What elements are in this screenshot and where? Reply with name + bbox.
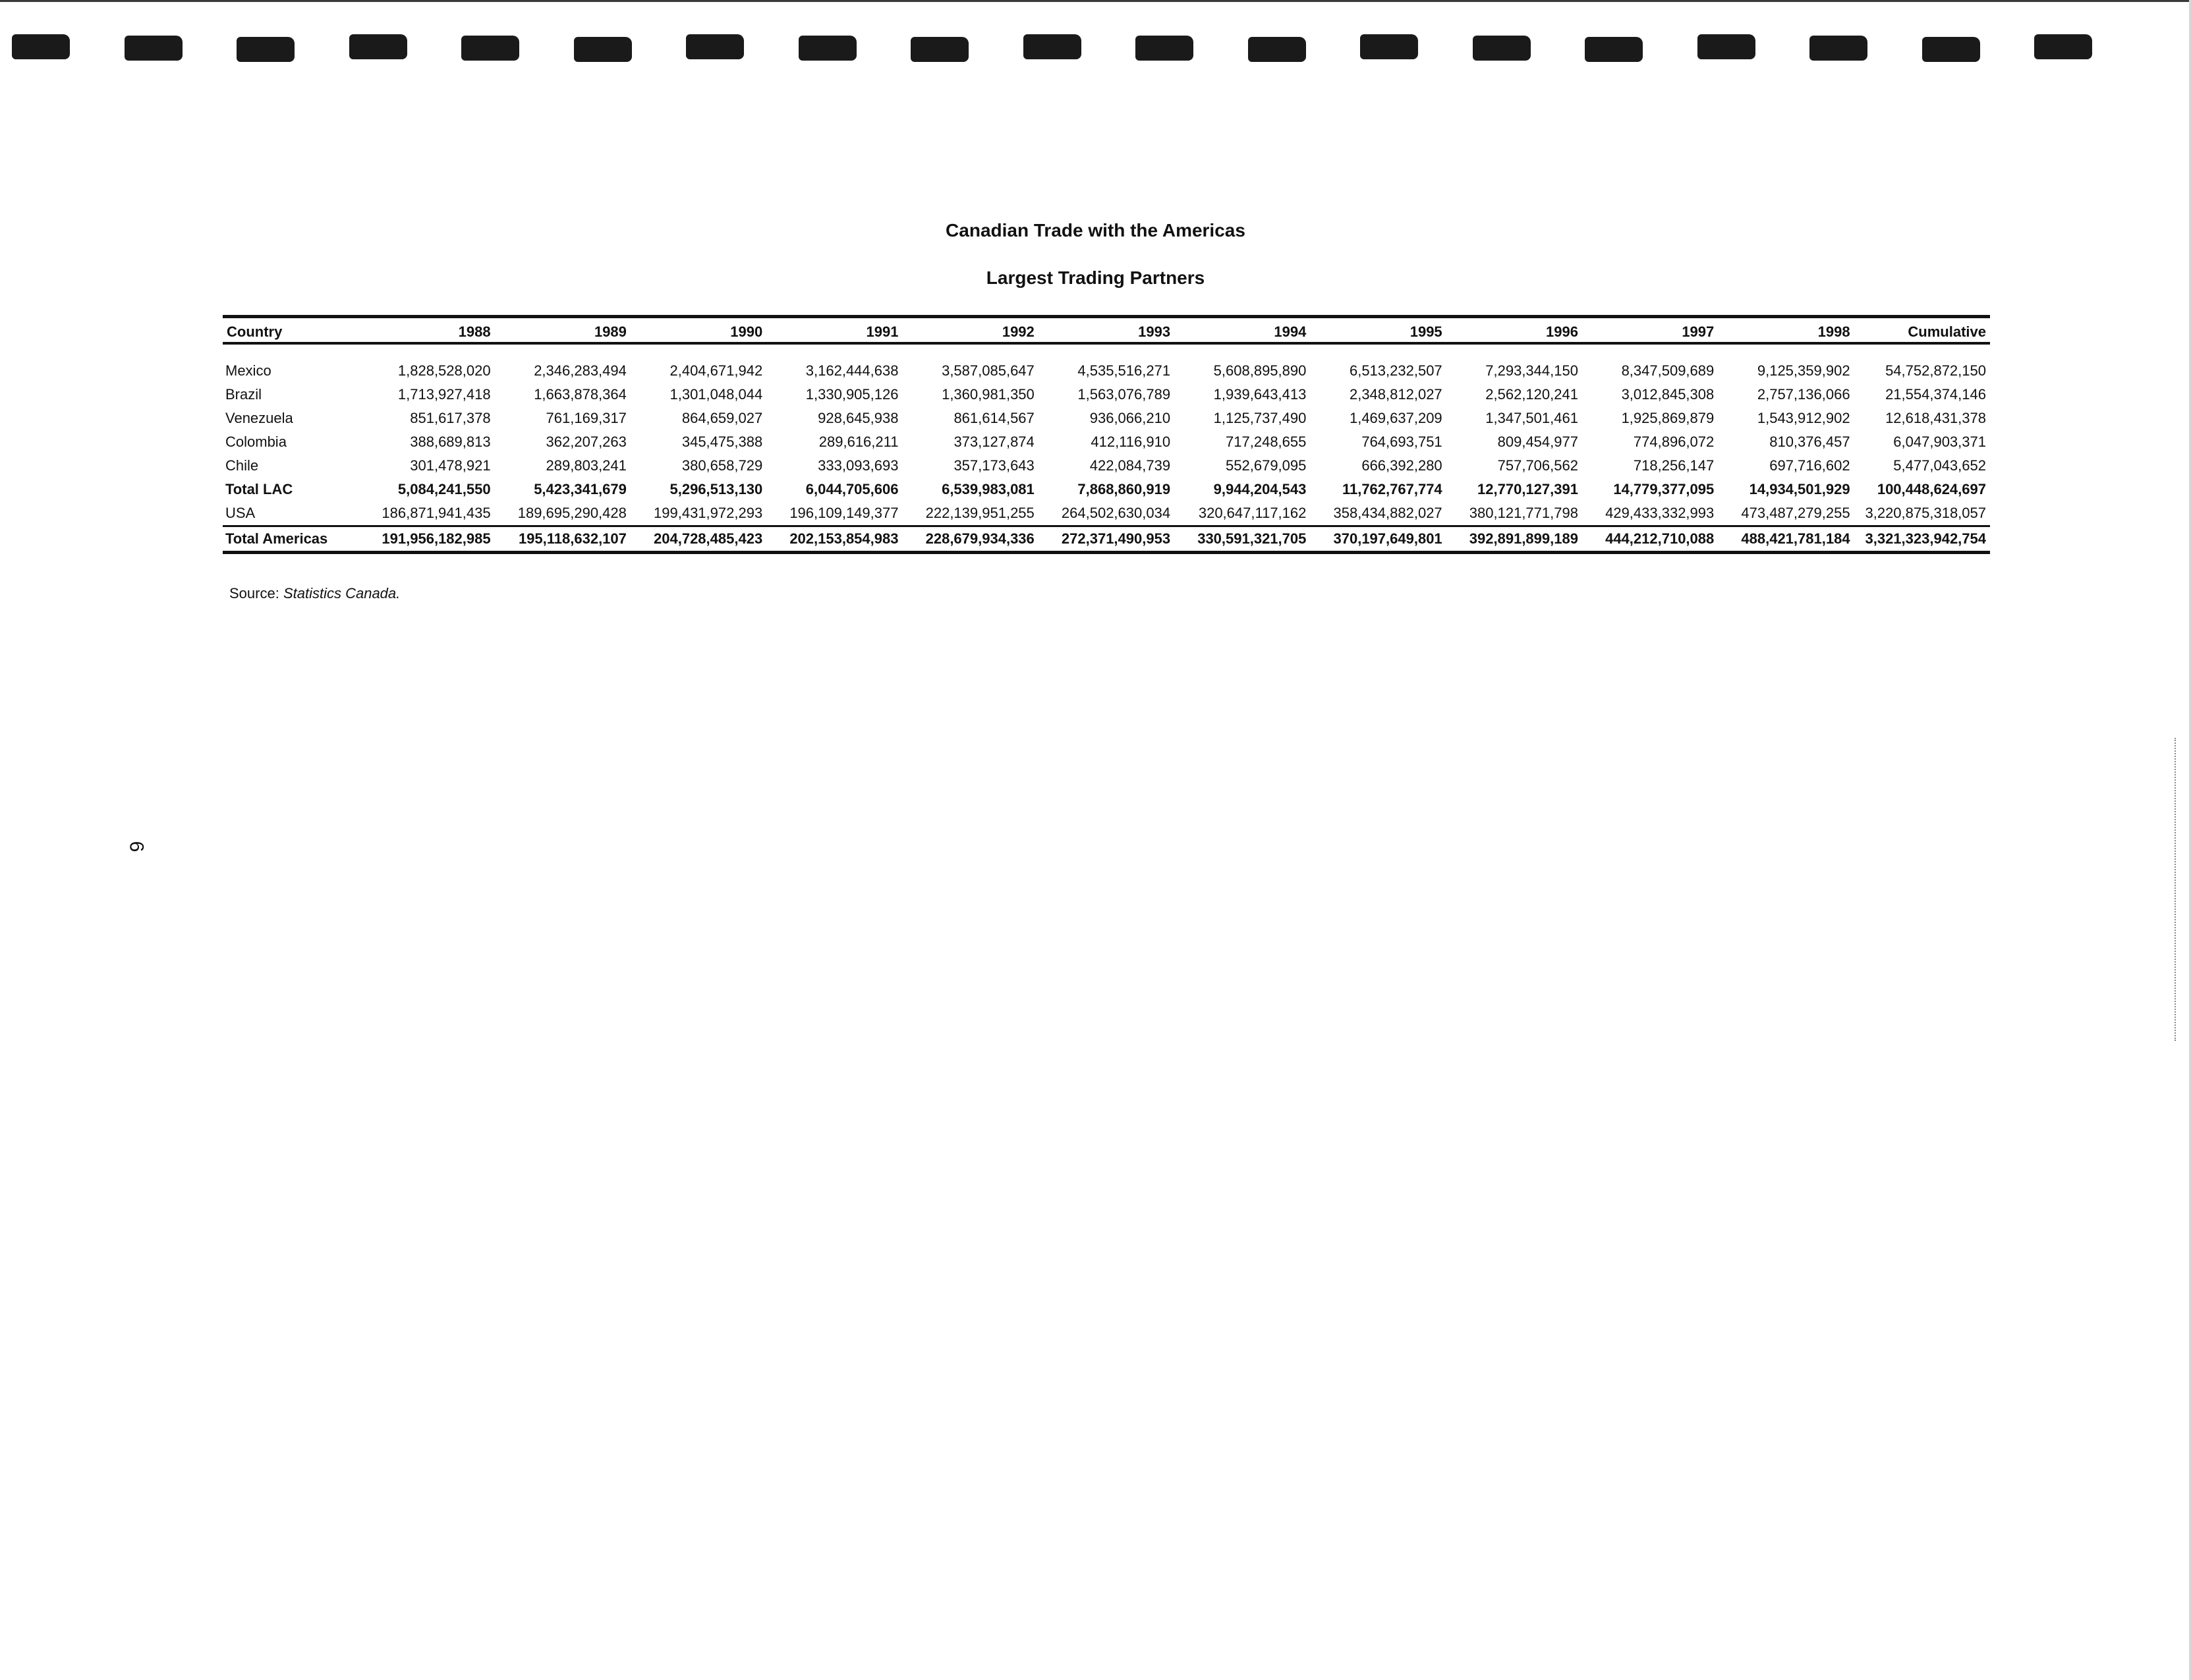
table-cell: 761,169,317 — [546, 410, 627, 426]
table-cell: 5,084,241,550 — [397, 481, 491, 497]
table-cell: 388,689,813 — [410, 434, 491, 450]
table-cell: 718,256,147 — [1633, 457, 1715, 474]
perforation-hole — [461, 36, 519, 61]
table-cell: 2,757,136,066 — [1757, 386, 1850, 403]
table-cell: 6,044,705,606 — [805, 481, 899, 497]
table-cell: 1,125,737,490 — [1213, 410, 1307, 426]
perforation-hole — [799, 36, 857, 61]
table-cell: 12,618,431,378 — [1885, 410, 1986, 426]
table-cell: 195,118,632,107 — [495, 526, 631, 553]
table-cell: 810,376,457 — [1769, 434, 1850, 450]
table-cell: 6,539,983,081 — [942, 481, 1035, 497]
table-cell: 8,347,509,689 — [1621, 362, 1715, 379]
source-note — [229, 585, 400, 602]
table-cell: 222,139,951,255 — [925, 505, 1035, 521]
table-cell: 289,803,241 — [546, 457, 627, 474]
table-cell: 1,828,528,020 — [397, 362, 491, 379]
table-cell: 1,663,878,364 — [534, 386, 627, 403]
table-cell: 3,220,875,318,057 — [1865, 505, 1986, 521]
row-country-label: Total LAC — [225, 481, 293, 497]
table-cell: 204,728,485,423 — [631, 526, 766, 553]
perforation-hole — [1809, 36, 1867, 61]
document-subtitle: Largest Trading Partners — [986, 267, 1205, 288]
table-cell: 373,127,874 — [953, 434, 1035, 450]
document-title: Canadian Trade with the Americas — [946, 220, 1245, 240]
table-spacer-row — [223, 343, 1990, 359]
column-header: 1995 — [1310, 317, 1446, 344]
table-cell: 757,706,562 — [1497, 457, 1578, 474]
table-row — [223, 383, 1990, 406]
table-cell: 2,562,120,241 — [1485, 386, 1578, 403]
table-cell: 345,475,388 — [681, 434, 763, 450]
table-cell: 5,477,043,652 — [1893, 457, 1986, 474]
table-cell: 6,513,232,507 — [1349, 362, 1442, 379]
table-cell: 21,554,374,146 — [1885, 386, 1986, 403]
table-cell: 2,404,671,942 — [669, 362, 763, 379]
table-cell: 5,296,513,130 — [669, 481, 763, 497]
table-cell: 358,434,882,027 — [1333, 505, 1442, 521]
table-row — [223, 501, 1990, 526]
table-cell: 851,617,378 — [410, 410, 491, 426]
table-cell: 444,212,710,088 — [1582, 526, 1718, 553]
table-cell: 1,925,869,879 — [1621, 410, 1715, 426]
table-cell: 9,125,359,902 — [1757, 362, 1850, 379]
table-cell: 1,347,501,461 — [1485, 410, 1578, 426]
table-cell: 2,348,812,027 — [1349, 386, 1442, 403]
table-cell: 764,693,751 — [1361, 434, 1442, 450]
table-cell: 362,207,263 — [546, 434, 627, 450]
column-header: 1990 — [631, 317, 766, 344]
table-cell: 666,392,280 — [1361, 457, 1442, 474]
table-cell: 272,371,490,953 — [1039, 526, 1174, 553]
table-cell: 54,752,872,150 — [1885, 362, 1986, 379]
perforation-hole — [1585, 37, 1643, 62]
column-header: 1993 — [1039, 317, 1174, 344]
row-country-label: Brazil — [225, 386, 262, 403]
table-cell: 1,301,048,044 — [669, 386, 763, 403]
table-cell: 380,121,771,798 — [1469, 505, 1578, 521]
perforation-hole — [1922, 37, 1980, 62]
table-cell: 357,173,643 — [953, 457, 1035, 474]
table-cell: 3,012,845,308 — [1621, 386, 1715, 403]
column-header: 1996 — [1446, 317, 1582, 344]
row-country-label: Colombia — [225, 434, 287, 450]
table-body — [223, 343, 1990, 553]
perforation-strip — [12, 28, 2147, 67]
table-cell: 191,956,182,985 — [358, 526, 494, 553]
table-cell: 196,109,149,377 — [789, 505, 899, 521]
page-number: 6 — [125, 841, 148, 853]
table-cell: 1,360,981,350 — [942, 386, 1035, 403]
row-country-label: USA — [225, 505, 256, 521]
table-cell: 473,487,279,255 — [1741, 505, 1850, 521]
table-cell: 11,762,767,774 — [1342, 481, 1442, 497]
perforation-hole — [237, 37, 295, 62]
trade-table-container — [223, 315, 1990, 554]
column-header: 1998 — [1718, 317, 1854, 344]
column-header: 1991 — [766, 317, 902, 344]
perforation-hole — [12, 34, 70, 59]
column-header: 1989 — [495, 317, 631, 344]
table-cell: 717,248,655 — [1226, 434, 1307, 450]
table-cell: 202,153,854,983 — [766, 526, 902, 553]
table-header-row — [223, 317, 1990, 344]
table-cell: 1,330,905,126 — [805, 386, 899, 403]
table-cell: 7,293,344,150 — [1485, 362, 1578, 379]
table-cell: 697,716,602 — [1769, 457, 1850, 474]
table-cell: 14,779,377,095 — [1613, 481, 1715, 497]
scan-top-edge — [0, 0, 2191, 2]
table-cell: 5,608,895,890 — [1213, 362, 1307, 379]
table-row — [223, 406, 1990, 430]
table-cell: 936,066,210 — [1089, 410, 1171, 426]
table-cell: 392,891,899,189 — [1446, 526, 1582, 553]
row-country-label: Venezuela — [225, 410, 293, 426]
table-cell: 301,478,921 — [410, 457, 491, 474]
table-cell: 861,614,567 — [953, 410, 1035, 426]
source-label: Source: — [229, 585, 279, 602]
table-cell: 422,084,739 — [1089, 457, 1171, 474]
table-cell: 12,770,127,391 — [1477, 481, 1578, 497]
column-header: 1992 — [902, 317, 1038, 344]
table-cell: 1,939,643,413 — [1213, 386, 1307, 403]
table-cell: 864,659,027 — [681, 410, 763, 426]
table-cell: 199,431,972,293 — [654, 505, 763, 521]
table-cell: 488,421,781,184 — [1718, 526, 1854, 553]
table-cell: 429,433,332,993 — [1605, 505, 1715, 521]
source-name: Statistics Canada. — [283, 585, 401, 602]
table-cell: 1,563,076,789 — [1077, 386, 1171, 403]
column-header: Country — [223, 317, 358, 344]
perforation-hole — [1023, 34, 1081, 59]
table-row — [223, 454, 1990, 478]
margin-marks — [2175, 738, 2185, 1041]
perforation-hole — [1473, 36, 1531, 61]
table-cell: 330,591,321,705 — [1174, 526, 1310, 553]
perforation-hole — [349, 34, 407, 59]
perforation-hole — [1248, 37, 1306, 62]
column-header: 1997 — [1582, 317, 1718, 344]
table-cell: 552,679,095 — [1226, 457, 1307, 474]
perforation-hole — [911, 37, 969, 62]
table-cell: 7,868,860,919 — [1077, 481, 1171, 497]
column-header: 1994 — [1174, 317, 1310, 344]
table-cell: 3,321,323,942,754 — [1854, 526, 1990, 553]
table-cell: 3,162,444,638 — [805, 362, 899, 379]
table-cell: 100,448,624,697 — [1877, 481, 1986, 497]
table-row — [223, 359, 1990, 383]
table-cell: 228,679,934,336 — [902, 526, 1038, 553]
table-cell: 412,116,910 — [1091, 434, 1171, 450]
table-cell: 3,587,085,647 — [942, 362, 1035, 379]
column-header: Cumulative — [1854, 317, 1990, 344]
table-cell: 9,944,204,543 — [1213, 481, 1307, 497]
table-cell: 380,658,729 — [681, 457, 763, 474]
table-cell: 186,871,941,435 — [382, 505, 491, 521]
row-country-label: Chile — [225, 457, 259, 474]
table-cell: 2,346,283,494 — [534, 362, 627, 379]
row-country-label: Mexico — [225, 362, 271, 379]
table-cell: 320,647,117,162 — [1198, 505, 1307, 521]
table-row — [223, 526, 1990, 553]
trade-table — [223, 315, 1990, 554]
table-cell: 1,543,912,902 — [1757, 410, 1850, 426]
perforation-hole — [1360, 34, 1418, 59]
table-cell: 1,469,637,209 — [1349, 410, 1442, 426]
perforation-hole — [2034, 34, 2092, 59]
table-cell: 4,535,516,271 — [1077, 362, 1171, 379]
table-cell: 774,896,072 — [1633, 434, 1715, 450]
table-cell: 809,454,977 — [1497, 434, 1578, 450]
table-cell: 189,695,290,428 — [517, 505, 627, 521]
table-cell: 289,616,211 — [818, 434, 899, 450]
column-header: 1988 — [358, 317, 494, 344]
table-cell: 264,502,630,034 — [1061, 505, 1171, 521]
perforation-hole — [1135, 36, 1193, 61]
table-cell: 14,934,501,929 — [1749, 481, 1850, 497]
perforation-hole — [686, 34, 744, 59]
perforation-hole — [125, 36, 183, 61]
perforation-hole — [1697, 34, 1755, 59]
row-country-label: Total Americas — [223, 526, 358, 553]
perforation-hole — [574, 37, 632, 62]
table-cell: 928,645,938 — [818, 410, 899, 426]
table-row — [223, 478, 1990, 501]
table-cell: 370,197,649,801 — [1310, 526, 1446, 553]
table-cell: 5,423,341,679 — [534, 481, 627, 497]
table-row — [223, 430, 1990, 454]
table-cell: 1,713,927,418 — [397, 386, 491, 403]
table-cell: 6,047,903,371 — [1893, 434, 1986, 450]
table-cell: 333,093,693 — [818, 457, 899, 474]
